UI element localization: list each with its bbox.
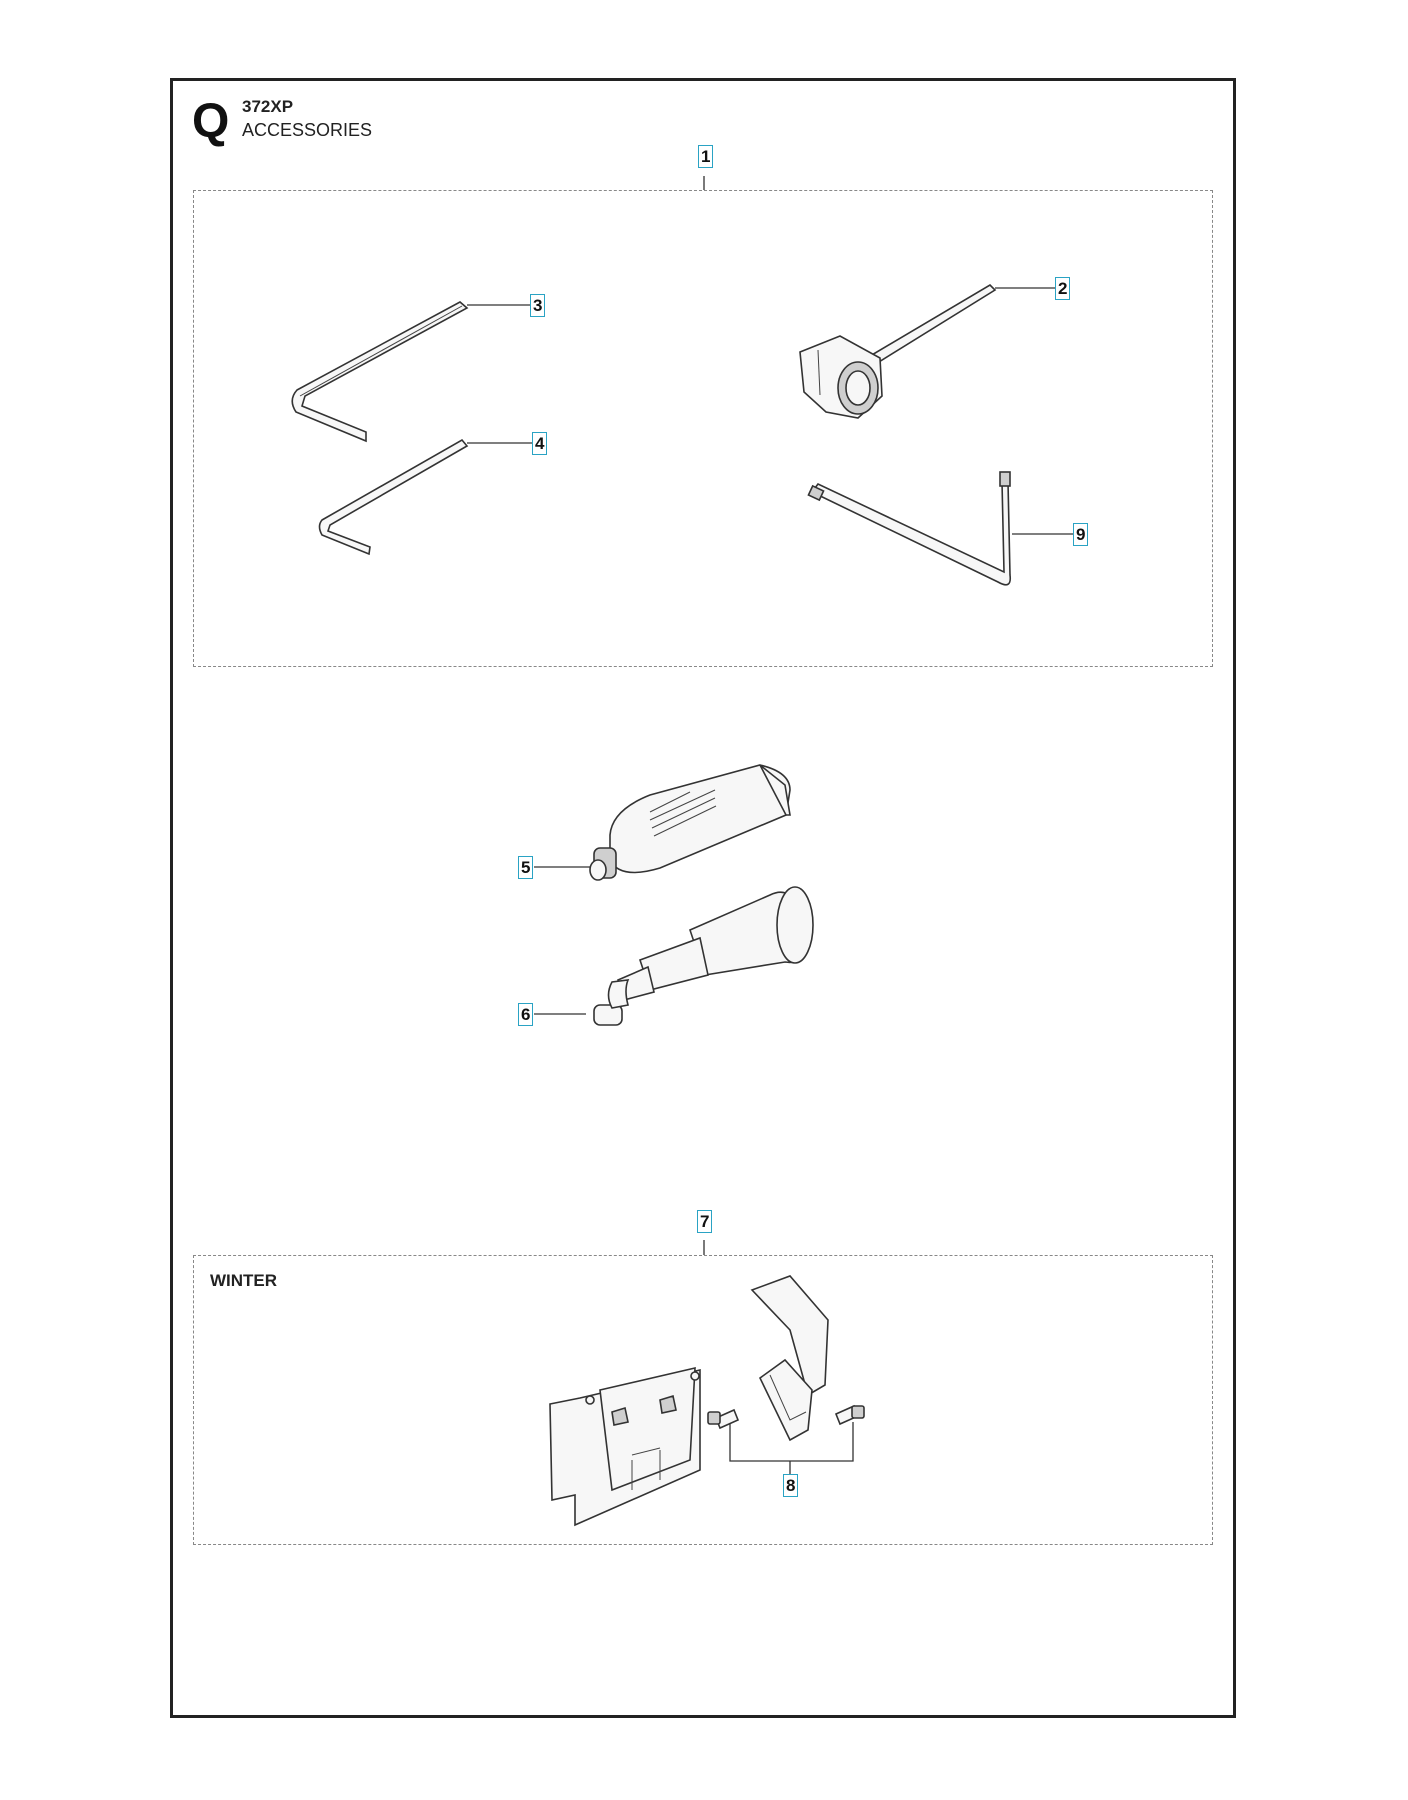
callout-2[interactable]: 2 bbox=[1055, 277, 1070, 300]
grease-tube-icon bbox=[590, 765, 790, 880]
section-letter: Q bbox=[192, 95, 230, 148]
screw-right-icon bbox=[836, 1406, 864, 1424]
combination-spanner-icon bbox=[800, 285, 995, 418]
grease-gun-icon bbox=[594, 887, 813, 1025]
callout-3[interactable]: 3 bbox=[530, 294, 545, 317]
winter-cover-plate-icon bbox=[550, 1368, 700, 1525]
screw-left-icon bbox=[708, 1410, 738, 1428]
section-title: ACCESSORIES bbox=[242, 120, 373, 140]
winter-group-label: WINTER bbox=[210, 1271, 278, 1290]
callout-7[interactable]: 7 bbox=[697, 1210, 712, 1233]
callout-8[interactable]: 8 bbox=[783, 1474, 798, 1497]
torx-key-icon bbox=[808, 472, 1010, 585]
hex-key-large-icon bbox=[292, 302, 467, 441]
model-number: 372XP bbox=[242, 97, 294, 116]
callout-5[interactable]: 5 bbox=[518, 856, 533, 879]
hex-key-small-icon bbox=[320, 440, 468, 554]
callout-9[interactable]: 9 bbox=[1073, 523, 1088, 546]
callout-1[interactable]: 1 bbox=[698, 145, 713, 168]
callout-6[interactable]: 6 bbox=[518, 1003, 533, 1026]
callout-4[interactable]: 4 bbox=[532, 432, 547, 455]
winter-flap-icon bbox=[752, 1276, 828, 1440]
